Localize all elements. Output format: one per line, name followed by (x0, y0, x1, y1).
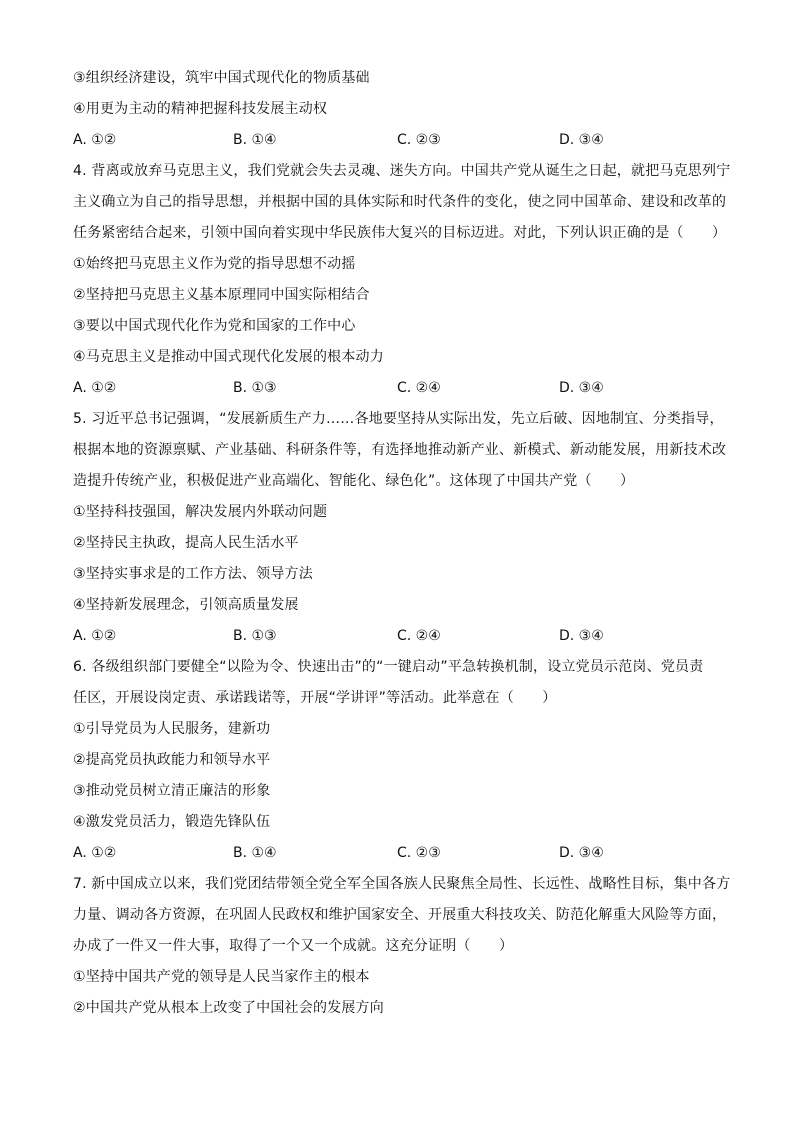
question-stem-line: 4. 背离或放弃马克思主义，我们党就会失去灵魂、迷失方向。中国共产党从诞生之日起，就把马克思列宁 (73, 163, 731, 179)
statement-line: ②坚持民主执政，提高人民生活水平 (73, 535, 299, 551)
option-d: D. ③④ (559, 132, 604, 148)
option-a: A. ①② (73, 132, 117, 148)
statement-line: ④坚持新发展理念，引领高质量发展 (73, 597, 299, 613)
question-stem-line: 任务紧密结合起来，引领中国向着实现中华民族伟大复兴的目标迈进。对此，下列认识正确的是（ ） (73, 225, 727, 241)
statement-line: ①坚持中国共产党的领导是人民当家作主的根本 (73, 969, 370, 985)
options-row (73, 621, 725, 652)
options-row (73, 125, 725, 156)
options-row (73, 838, 725, 869)
option-d: D. ③④ (559, 845, 604, 861)
option-a: A. ①② (73, 628, 117, 644)
option-a: A. ①② (73, 845, 117, 861)
question-5 (73, 404, 725, 652)
statement-line: ②中国共产党从根本上改变了中国社会的发展方向 (73, 1000, 384, 1016)
question-stem-line: 任区，开展设岗定责、承诺践诺等，开展“学讲评”等活动。此举意在（ ） (73, 690, 557, 706)
option-b: B. ①③ (233, 380, 277, 396)
question-stem-line: 5. 习近平总书记强调，“发展新质生产力……各地要坚持从实际出发，先立后破、因地制宜、分类指导， (73, 411, 724, 427)
question-stem-line: 6. 各级组织部门要健全“以险为令、快速出击”的“一键启动”平急转换机制，设立党员示范岗、党员责 (73, 659, 704, 675)
question-stem-line: 办成了一件又一件大事，取得了一个又一个成就。这充分证明（ ） (73, 938, 514, 954)
question-stem-line: 力量、调动各方资源，在巩固人民政权和维护国家安全、开展重大科技攻关、防范化解重大风险等方面， (73, 907, 727, 923)
option-c: C. ②④ (397, 380, 441, 396)
question-stem-line: 7. 新中国成立以来，我们党团结带领全党全军全国各族人民聚焦全局性、长远性、战略性目标，集中各方 (73, 876, 731, 892)
question-stem-line: 主义确立为自己的指导思想，并根据中国的具体实际和时代条件的变化，使之同中国革命、建设和改革的 (73, 194, 727, 210)
statement-line: ③组织经济建设，筑牢中国式现代化的物质基础 (73, 70, 370, 86)
option-d: D. ③④ (559, 380, 604, 396)
option-d: D. ③④ (559, 628, 604, 644)
option-c: C. ②③ (397, 845, 441, 861)
options-row (73, 373, 725, 404)
statement-line: ④用更为主动的精神把握科技发展主动权 (73, 101, 328, 117)
statement-line: ③推动党员树立清正廉洁的形象 (73, 783, 271, 799)
statement-line: ④激发党员活力，锻造先锋队伍 (73, 814, 271, 830)
question-7 (73, 869, 731, 1024)
statement-line: ①引导党员为人民服务，建新功 (73, 721, 271, 737)
option-b: B. ①④ (233, 132, 277, 148)
option-a: A. ①② (73, 380, 117, 396)
statement-line: ③要以中国式现代化作为党和国家的工作中心 (73, 318, 356, 334)
statement-line: ④马克思主义是推动中国式现代化发展的根本动力 (73, 349, 384, 365)
option-c: C. ②④ (397, 628, 441, 644)
option-c: C. ②③ (397, 132, 441, 148)
statement-line: ①坚持科技强国，解决发展内外联动问题 (73, 504, 328, 520)
statement-line: ②坚持把马克思主义基本原理同中国实际相结合 (73, 287, 370, 303)
option-b: B. ①③ (233, 628, 277, 644)
question-stem-line: 根据本地的资源禀赋、产业基础、科研条件等，有选择地推动新产业、新模式、新动能发展，用新技术改 (73, 442, 727, 458)
option-b: B. ①④ (233, 845, 277, 861)
question-4 (73, 156, 731, 404)
statement-line: ③坚持实事求是的工作方法、领导方法 (73, 566, 313, 582)
question-6 (73, 652, 725, 869)
page-content (73, 63, 731, 1024)
statement-line: ②提高党员执政能力和领导水平 (73, 752, 271, 768)
question-stem-line: 造提升传统产业，积极促进产业高端化、智能化、绿色化”。这体现了中国共产党（ ） (73, 473, 635, 489)
statement-line: ①始终把马克思主义作为党的指导思想不动摇 (73, 256, 356, 272)
